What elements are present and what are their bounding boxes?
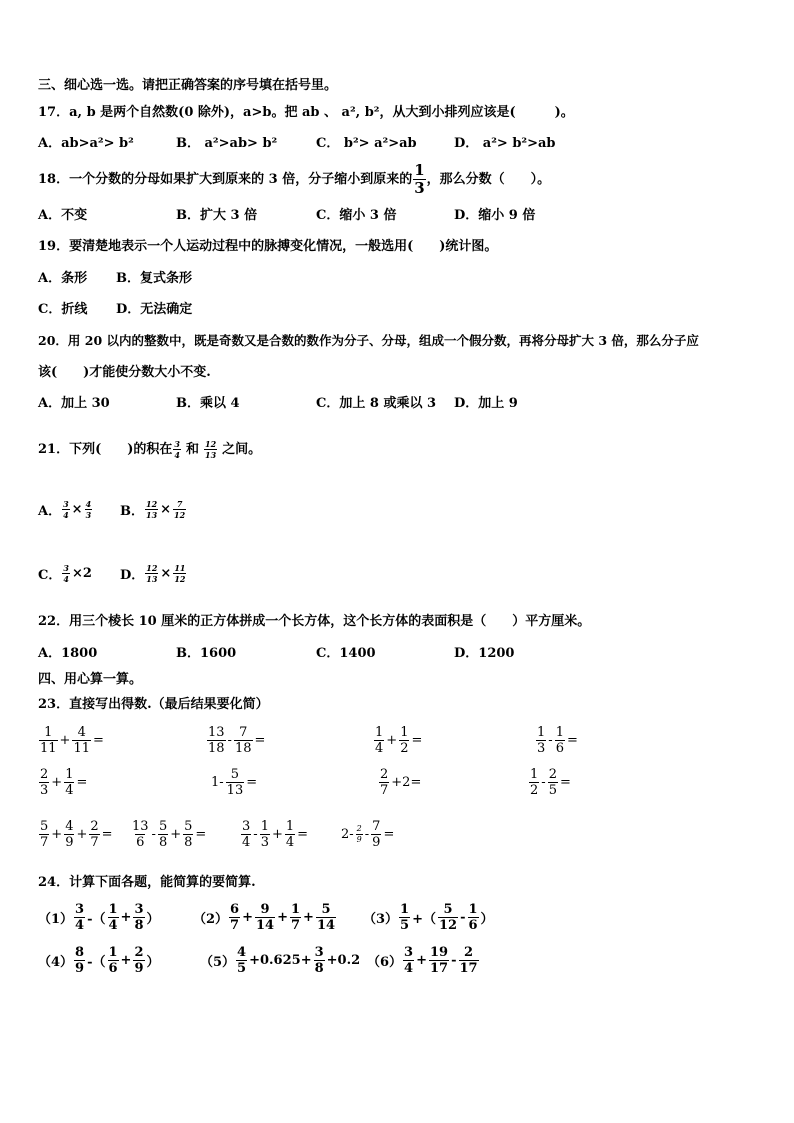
question-22-stem: 22．用三个棱长 10 厘米的正方体拼成一个长方体，这个长方体的表面积是（ ）平方厘米。 <box>38 614 591 629</box>
fraction: $\frac{5}{8}$ <box>184 818 193 850</box>
q20-option-b: B．乘以 4 <box>176 396 240 411</box>
q24-expression-5: （5） $\frac{4}{5}$ +0.625+ $\frac{3}{8}$ +0.2 <box>200 944 361 976</box>
q18-stem-before: 18．一个分数的分母如果扩大到原来的 3 倍，分子缩小到原来的 <box>38 172 413 187</box>
q21-option-a: A． $\frac{3}{4}$ × $\frac{4}{3}$ <box>38 499 92 520</box>
fraction: $\frac{2}{9}$ <box>134 944 144 976</box>
q21-fraction-upper: $\frac{12}{13}$ <box>205 439 217 460</box>
fraction: $\frac{2}{7}$ <box>380 766 389 798</box>
q21-option-d: D． $\frac{12}{13}$ × $\frac{11}{12}$ <box>120 563 186 584</box>
fraction: $\frac{1}{4}$ <box>65 766 74 798</box>
q21-fraction-lower: $\frac{3}{4}$ <box>174 439 180 460</box>
fraction: $\frac{5}{12}$ <box>439 901 458 933</box>
q24-expression-1: （1） $\frac{3}{4}$ -（ $\frac{1}{4}$ + $\frac{3}{8}$ ） <box>38 901 160 933</box>
fraction: $\frac{5}{8}$ <box>158 818 168 850</box>
q19-option-d: D．无法确定 <box>116 302 193 317</box>
question-18-stem <box>38 163 550 196</box>
fraction: $\frac{4}{5}$ <box>237 944 247 976</box>
q23-expression-7: $\frac{2}{7}$ +2= <box>380 766 422 798</box>
q24-expression-2: （2） $\frac{6}{7}$ + $\frac{9}{14}$ + $\frac{1}{7}$ + $\frac{5}{14}$ <box>193 901 336 933</box>
q18-option-b: B．扩大 3 倍 <box>176 208 258 223</box>
q21-option-c: C． $\frac{3}{4}$ ×2 <box>38 563 92 584</box>
q22-option-b: B．1600 <box>176 646 237 661</box>
fraction: $\frac{2}{3}$ <box>40 766 49 798</box>
q22-option-d: D．1200 <box>454 646 515 661</box>
q17-option-a: A．ab>a²> b² <box>38 136 134 151</box>
fraction: $\frac{1}{4}$ <box>285 818 295 850</box>
fraction: $\frac{1}{11}$ <box>40 724 57 756</box>
fraction: $\frac{5}{13}$ <box>226 766 244 798</box>
q18-option-a: A．不变 <box>38 208 88 223</box>
q23-expression-11: $\frac{3}{4}$ - $\frac{1}{3}$ + $\frac{1}{4}$ = <box>242 818 309 850</box>
fraction: $\frac{1}{7}$ <box>291 901 301 933</box>
q20-option-d: D．加上 9 <box>454 396 518 411</box>
q23-expression-2: $\frac{13}{18}$ - $\frac{7}{18}$ = <box>208 724 266 756</box>
fraction: $\frac{4}{11}$ <box>73 724 90 756</box>
section-heading-3: 三、细心选一选。请把正确答案的序号填在括号里。 <box>38 78 338 93</box>
fraction: $\frac{8}{9}$ <box>75 944 85 976</box>
q19-option-b: B．复式条形 <box>116 271 192 286</box>
q23-expression-8: $\frac{1}{2}$ - $\frac{2}{5}$ = <box>530 766 571 798</box>
q21-stem-after: 之间。 <box>222 442 262 457</box>
q21-and: 和 <box>185 442 199 457</box>
q22-option-c: C．1400 <box>316 646 376 661</box>
fraction: $\frac{1}{2}$ <box>530 766 539 798</box>
fraction: $\frac{1}{3}$ <box>537 724 546 756</box>
fraction: $\frac{7}{9}$ <box>372 818 381 850</box>
q20-option-a: A．加上 30 <box>38 396 110 411</box>
fraction: $\frac{2}{7}$ <box>90 818 99 850</box>
q22-option-a: A．1800 <box>38 646 98 661</box>
q18-option-c: C．缩小 3 倍 <box>316 208 397 223</box>
fraction: $\frac{1}{4}$ <box>375 724 384 756</box>
question-17-stem: 17．a, b 是两个自然数(0 除外)，a>b。把 ab 、 a², b²，从大到小排列应该是( )。 <box>38 105 574 120</box>
q17-option-c: C． b²> a²>ab <box>316 136 417 151</box>
fraction: $\frac{1}{3}$ <box>260 818 269 850</box>
fraction: $\frac{3}{4}$ <box>242 818 251 850</box>
question-23-stem: 23．直接写出得数.（最后结果要化简） <box>38 697 269 712</box>
q24-expression-3: （3） $\frac{1}{5}$ +（ $\frac{5}{12}$ - $\frac{1}{6}$ ） <box>363 901 494 933</box>
q23-expression-12: 2- $\frac{2}{9}$ - $\frac{7}{9}$ = <box>341 818 395 850</box>
q23-expression-4: $\frac{1}{3}$ - $\frac{1}{6}$ = <box>537 724 578 756</box>
q17-option-b: B． a²>ab> b² <box>176 136 278 151</box>
question-19-stem: 19．要清楚地表示一个人运动过程中的脉搏变化情况，一般选用( )统计图。 <box>38 239 498 254</box>
q23-expression-5: $\frac{2}{3}$ + $\frac{1}{4}$ = <box>40 766 88 798</box>
section-heading-4: 四、用心算一算。 <box>38 672 143 687</box>
fraction: $\frac{1}{6}$ <box>555 724 564 756</box>
fraction: $\frac{2}{9}$ <box>356 823 362 844</box>
fraction: $\frac{2}{5}$ <box>548 766 557 798</box>
fraction: $\frac{7}{18}$ <box>234 724 252 756</box>
fraction: $\frac{1}{5}$ <box>400 901 410 933</box>
q21-stem-before: 21．下列( )的积在 <box>38 442 173 457</box>
q21-option-b: B． $\frac{12}{13}$ × $\frac{7}{12}$ <box>120 499 186 520</box>
fraction: $\frac{4}{9}$ <box>65 818 74 850</box>
fraction: $\frac{13}{18}$ <box>208 724 225 756</box>
fraction: $\frac{1}{6}$ <box>468 901 478 933</box>
q20-option-c: C．加上 8 或乘以 3 <box>316 396 437 411</box>
question-21-stem <box>38 440 261 459</box>
q23-expression-1: $\frac{1}{11}$ + $\frac{4}{11}$ = <box>40 724 104 756</box>
q18-fraction: $\frac{1}{3}$ <box>414 161 425 197</box>
q23-expression-9: $\frac{5}{7}$ + $\frac{4}{9}$ + $\frac{2}{7}$ = <box>40 818 113 850</box>
q23-expression-6: 1- $\frac{5}{13}$ = <box>211 766 258 798</box>
fraction: $\frac{1}{2}$ <box>400 724 409 756</box>
q18-option-d: D．缩小 9 倍 <box>454 208 536 223</box>
q19-option-c: C．折线 <box>38 302 88 317</box>
fraction: $\frac{3}{8}$ <box>314 944 324 976</box>
fraction: $\frac{3}{8}$ <box>134 901 144 933</box>
question-20-stem-line1: 20．用 20 以内的整数中，既是奇数又是合数的数作为分子、分母，组成一个假分数，再将分母扩大 3 倍，那么分子应 <box>38 333 699 348</box>
fraction: $\frac{1}{4}$ <box>108 901 118 933</box>
q23-expression-10: $\frac{13}{6}$ - $\frac{5}{8}$ + $\frac{5}{8}$ = <box>132 818 207 850</box>
fraction: $\frac{3}{4}$ <box>404 944 414 976</box>
fraction: $\frac{3}{4}$ <box>75 901 85 933</box>
question-20-stem-line2: 该( )才能使分数大小不变. <box>38 365 211 380</box>
q24-expression-4: （4） $\frac{8}{9}$ -（ $\frac{1}{6}$ + $\frac{2}{9}$ ） <box>38 944 160 976</box>
q19-option-a: A．条形 <box>38 271 88 286</box>
fraction: $\frac{19}{17}$ <box>430 944 449 976</box>
fraction: $\frac{13}{6}$ <box>132 818 149 850</box>
fraction: $\frac{6}{7}$ <box>230 901 240 933</box>
q18-stem-after: ，那么分数（ ）。 <box>426 172 551 187</box>
fraction: $\frac{5}{7}$ <box>40 818 49 850</box>
question-24-stem: 24．计算下面各题，能简算的要简算. <box>38 875 256 890</box>
fraction: $\frac{2}{17}$ <box>459 944 478 976</box>
fraction: $\frac{1}{6}$ <box>108 944 118 976</box>
q17-option-d: D． a²> b²>ab <box>454 136 556 151</box>
fraction: $\frac{9}{14}$ <box>256 901 275 933</box>
q24-expression-6: （6） $\frac{3}{4}$ + $\frac{19}{17}$ - $\frac{2}{17}$ <box>367 944 478 976</box>
fraction: $\frac{5}{14}$ <box>316 901 336 933</box>
q23-expression-3: $\frac{1}{4}$ + $\frac{1}{2}$ = <box>375 724 423 756</box>
